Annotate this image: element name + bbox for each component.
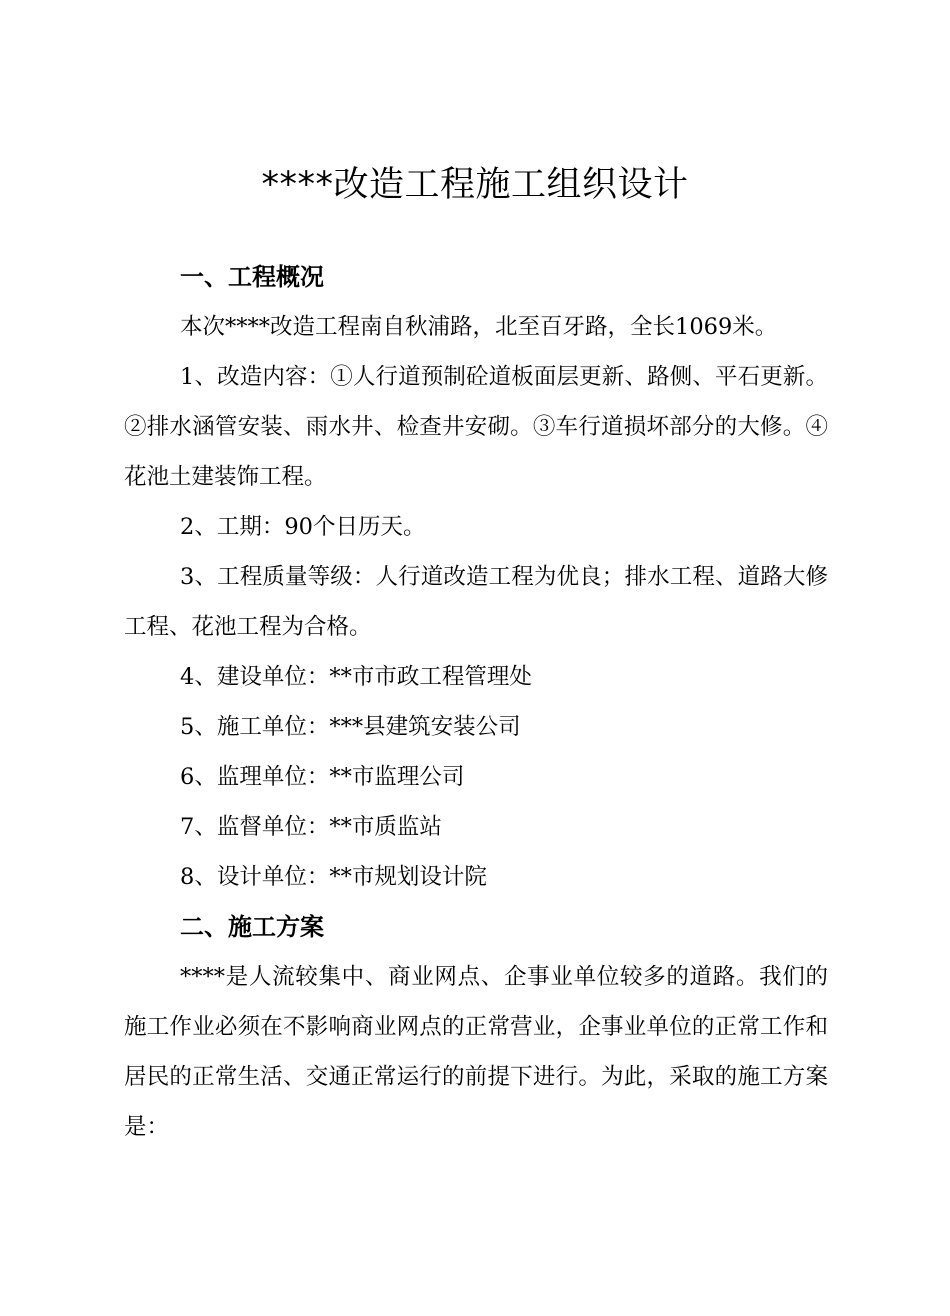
section-heading-construction-plan: 二、施工方案	[180, 913, 324, 941]
paragraph-owner-unit: 4、建设单位：**市市政工程管理处	[180, 664, 532, 690]
paragraph-construction-unit: 5、施工单位：***县建筑安装公司	[180, 714, 521, 740]
paragraph-renovation-content: 1、改造内容：①人行道预制砼道板面层更新、路侧、平石更新。②排水涵管安装、雨水井、检查井安砌。③车行道损坏部分的大修。④花池土建装饰工程。	[124, 364, 828, 490]
paragraph-inspection-unit: 7、监督单位：**市质监站	[180, 814, 442, 840]
paragraph-construction-plan: ****是人流较集中、商业网点、企事业单位较多的道路。我们的施工作业必须在不影响商业网点的正常营业，企事业单位的正常工作和居民的正常生活、交通正常运行的前提下进行。为此，采取的施工方案是：	[124, 964, 828, 1140]
section-heading-overview: 一、工程概况	[180, 263, 324, 291]
paragraph-quality-grade: 3、工程质量等级：人行道改造工程为优良；排水工程、道路大修工程、花池工程为合格。	[124, 564, 828, 640]
document-title: ****改造工程施工组织设计	[261, 165, 689, 205]
paragraph-duration: 2、工期：90个日历天。	[180, 514, 426, 540]
paragraph-supervision-unit: 6、监理单位：**市监理公司	[180, 764, 465, 790]
paragraph-design-unit: 8、设计单位：**市规划设计院	[180, 864, 487, 890]
paragraph-project-scope: 本次****改造工程南自秋浦路，北至百牙路，全长1069米。	[180, 314, 778, 340]
document-body	[124, 252, 828, 1152]
